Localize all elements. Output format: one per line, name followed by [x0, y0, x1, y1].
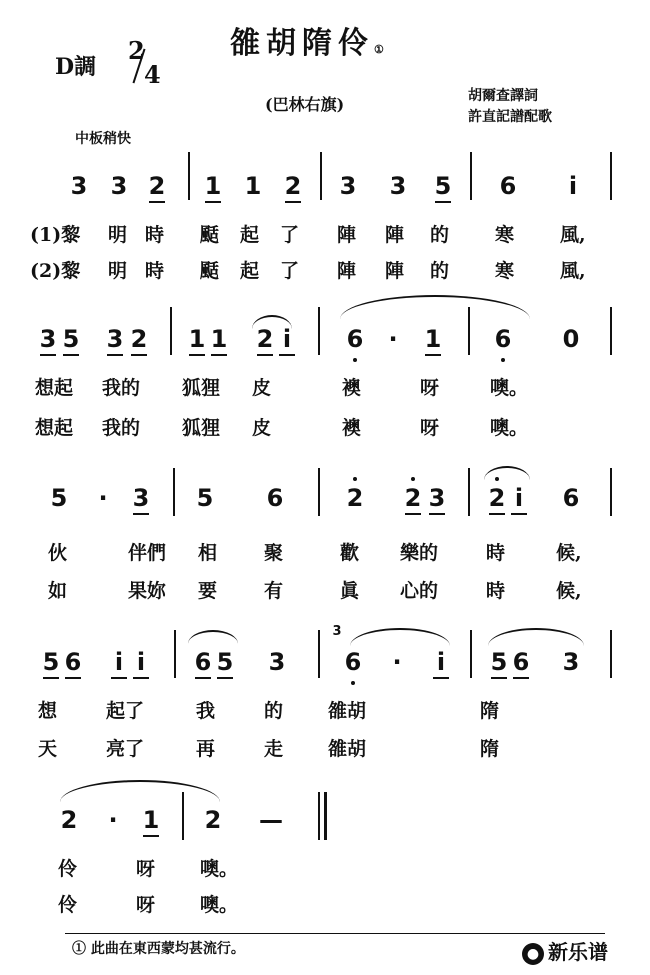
lyric: 起: [240, 260, 260, 282]
system-1: [0, 150, 650, 280]
lyric: 果妳: [128, 580, 167, 602]
lyric: 眞: [340, 580, 360, 602]
note: 2: [126, 325, 152, 353]
system-3: [0, 460, 650, 610]
barline: [318, 307, 320, 355]
note: 3: [339, 172, 357, 200]
lyric: 皮: [252, 417, 272, 439]
system-2: [0, 295, 650, 445]
lyric: (1)黎: [30, 224, 81, 246]
barline: [470, 152, 472, 200]
lyric: 要: [198, 580, 218, 602]
note: 2: [60, 806, 78, 834]
note: 3: [562, 648, 580, 676]
note: 6: [340, 648, 366, 676]
brand-text: 新乐谱: [548, 940, 608, 964]
credit-singer: 胡爾查譯詞: [468, 88, 538, 104]
lyric: 聚: [264, 542, 284, 564]
lyric: 雒胡: [328, 738, 367, 760]
barline: [610, 468, 612, 516]
tempo-marking: 中板稍快: [75, 131, 131, 147]
note: 6: [266, 484, 284, 512]
lyric: 時: [145, 260, 165, 282]
lyric: 伴們: [128, 542, 167, 564]
note: 2: [280, 172, 306, 200]
lyric: 了: [280, 260, 300, 282]
barline: [610, 152, 612, 200]
lyric: 的: [430, 260, 450, 282]
note: 1: [206, 325, 232, 353]
lyric: 想: [38, 700, 58, 722]
note: 1: [420, 325, 446, 353]
slur: [350, 628, 450, 646]
lyric: 噢。: [490, 417, 529, 439]
note: 3: [424, 484, 450, 512]
key-signature: D調: [55, 54, 97, 80]
note: 6: [499, 172, 517, 200]
note: 3: [110, 172, 128, 200]
lyric: 陣: [337, 260, 357, 282]
title-text: 雒胡隋伶: [230, 26, 374, 61]
lyric: 心的: [400, 580, 439, 602]
barline: [318, 468, 320, 516]
note: 2: [484, 484, 510, 512]
note: i: [128, 648, 154, 676]
note: 2: [342, 484, 368, 512]
lyric: 再: [196, 738, 216, 760]
note: 3: [35, 325, 61, 353]
barline: [174, 630, 176, 678]
song-title: [230, 18, 390, 62]
note: 1: [138, 806, 164, 834]
lyric: 颳: [200, 260, 220, 282]
lyric: 想起: [35, 417, 74, 439]
lyric: 明: [108, 260, 128, 282]
note: i: [506, 484, 532, 512]
system-4: [0, 622, 650, 772]
system-5: [0, 780, 650, 930]
note: 6: [508, 648, 534, 676]
lyric: 陣: [385, 224, 405, 246]
note: i: [274, 325, 300, 353]
lyric: 陣: [337, 224, 357, 246]
lyric: 有: [264, 580, 284, 602]
lyric: 颳: [200, 224, 220, 246]
lyric: 樂的: [400, 542, 439, 564]
lyric: 我: [196, 700, 216, 722]
lyric: 走: [264, 738, 284, 760]
lyric: 時: [486, 542, 506, 564]
lyric: 亮了: [106, 738, 145, 760]
note: i: [106, 648, 132, 676]
lyric: 時: [486, 580, 506, 602]
lyric: 我的: [102, 377, 141, 399]
lyric: 伶: [58, 894, 78, 916]
footnote-divider: [65, 933, 605, 934]
lyric: 狐狸: [182, 417, 221, 439]
note: 1: [244, 172, 262, 200]
lyric: 起了: [106, 700, 145, 722]
lyric: 寒: [495, 260, 515, 282]
note: 3: [268, 648, 286, 676]
note: 5: [212, 648, 238, 676]
lyric: 呀: [420, 417, 440, 439]
barline: [182, 792, 184, 840]
lyric: 呀: [420, 377, 440, 399]
lyric: 噢。: [490, 377, 529, 399]
lyric: 呀: [136, 894, 156, 916]
lyric: 我的: [102, 417, 141, 439]
grace-note: 3: [332, 624, 342, 639]
slur: [340, 295, 530, 319]
note: 6: [60, 648, 86, 676]
note: ·: [108, 806, 118, 834]
note: i: [428, 648, 454, 676]
barline: [610, 307, 612, 355]
note: 5: [50, 484, 68, 512]
note: ·: [392, 648, 402, 676]
note: 5: [486, 648, 512, 676]
lyric: 伙: [48, 542, 68, 564]
slur: [188, 630, 238, 644]
note: 2: [204, 806, 222, 834]
final-barline: [324, 792, 327, 840]
lyric: 明: [108, 224, 128, 246]
lyric: 噢。: [200, 894, 239, 916]
note: 0: [562, 325, 580, 353]
note: 3: [102, 325, 128, 353]
lyric: 狐狸: [182, 377, 221, 399]
note: 3: [389, 172, 407, 200]
note: 5: [196, 484, 214, 512]
lyric: 如: [48, 580, 68, 602]
lyric: 陣: [385, 260, 405, 282]
barline: [188, 152, 190, 200]
barline: [468, 307, 470, 355]
lyric: 伶: [58, 858, 78, 880]
lyric: 天: [38, 738, 58, 760]
lyric: 皮: [252, 377, 272, 399]
note: ·: [98, 484, 108, 512]
credit-arranger: 許直記譜配歌: [468, 109, 552, 125]
lyric: 候,: [556, 580, 582, 602]
lyric: 風,: [560, 224, 586, 246]
lyric: 相: [198, 542, 218, 564]
note: 2: [252, 325, 278, 353]
brand-logo: [522, 936, 608, 965]
barline: [318, 792, 320, 840]
note: 1: [200, 172, 226, 200]
lyric: 寒: [495, 224, 515, 246]
note: 2: [400, 484, 426, 512]
lyric: 歡: [340, 542, 360, 564]
time-signature-top: 2: [128, 36, 145, 65]
barline: [170, 307, 172, 355]
note: 5: [58, 325, 84, 353]
slur: [484, 466, 530, 480]
lyric: 襖: [342, 377, 362, 399]
lyric: 噢。: [200, 858, 239, 880]
lyric: 時: [145, 224, 165, 246]
note: 6: [562, 484, 580, 512]
note: —: [259, 806, 283, 834]
lyric: 想起: [35, 377, 74, 399]
note: i: [568, 172, 578, 200]
note: ·: [388, 325, 398, 353]
footnote: ① 此曲在東西蒙均甚流行。: [72, 941, 245, 957]
note: 5: [430, 172, 456, 200]
slur: [60, 780, 220, 802]
lyric: 風,: [560, 260, 586, 282]
lyric: 襖: [342, 417, 362, 439]
note: 2: [144, 172, 170, 200]
barline: [320, 152, 322, 200]
barline: [468, 468, 470, 516]
note: 3: [128, 484, 154, 512]
barline: [173, 468, 175, 516]
lyric: (2)黎: [30, 260, 81, 282]
lyric: 雒胡: [328, 700, 367, 722]
record-icon: ●: [522, 943, 544, 965]
lyric: 的: [264, 700, 284, 722]
note: 6: [190, 648, 216, 676]
lyric: 候,: [556, 542, 582, 564]
note: 6: [490, 325, 516, 353]
lyric: 了: [280, 224, 300, 246]
lyric: 的: [430, 224, 450, 246]
slur: [488, 628, 584, 646]
note: 6: [342, 325, 368, 353]
barline: [470, 630, 472, 678]
time-signature-bottom: 4: [144, 60, 161, 89]
title-footnote-mark: ①: [374, 43, 390, 56]
note: 1: [184, 325, 210, 353]
note: 5: [38, 648, 64, 676]
lyric: 隋: [480, 738, 500, 760]
lyric: 隋: [480, 700, 500, 722]
barline: [318, 630, 320, 678]
barline: [610, 630, 612, 678]
note: 3: [70, 172, 88, 200]
lyric: 起: [240, 224, 260, 246]
origin-label: (巴林右旗): [265, 95, 345, 114]
lyric: 呀: [136, 858, 156, 880]
